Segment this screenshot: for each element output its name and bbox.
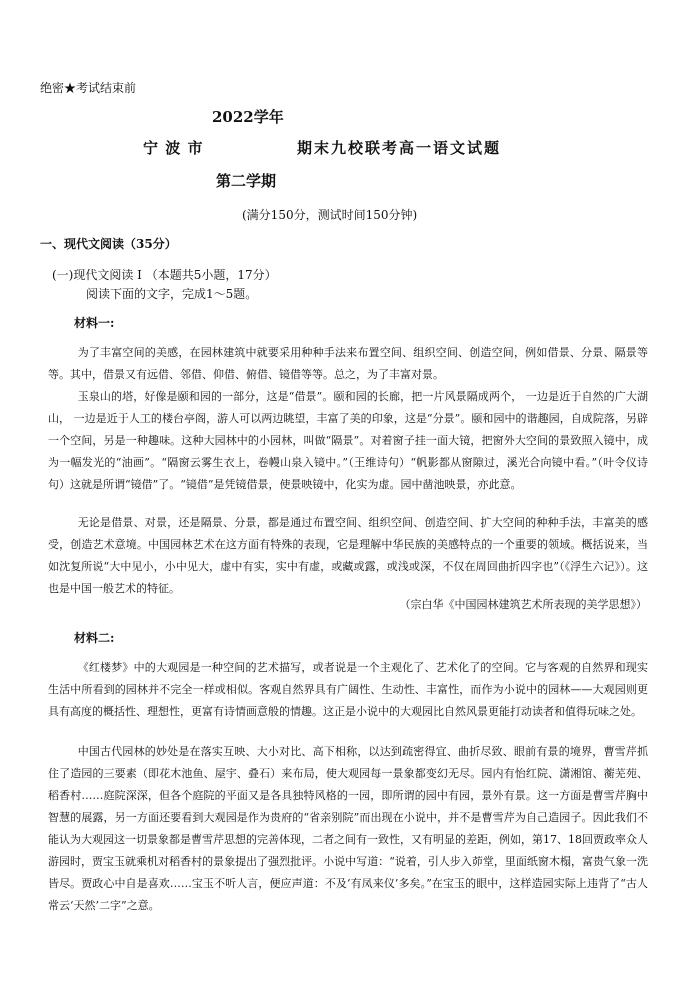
material-1-label: 材料一: [74, 316, 115, 330]
material-1-paragraph-1: 为了丰富空间的美感，在园林建筑中就要采用种种手法来布置空间、组织空间、创造空间，例如借景、分景、隔景等等。其中，借景又有远借、邻借、仰借、俯借、镜借等等。总之，为了丰富对景。 [48, 346, 648, 381]
exam-title: 期末九校联考高一语文试题 [297, 139, 502, 157]
material-1-citation: （宗白华《中国园林建筑艺术所表现的美学思想》） [399, 598, 647, 611]
material-1-paragraph-2: 玉泉山的塔，好像是颐和园的一部分，这是“借景”。颐和园的长廊，把一片风景隔成两个， 一边是近于自然的广大湖山， 一边是近于人工的楼台亭阁，游人可以两边眺望，丰富了美的印象，这是“分景”。颐和园中的谐趣园，自成院落，另辟一个空间，另是一种趣味。这种大园林中的小园林，叫做“隔景”。对着窗子挂一面大镜，把窗外大空间的景致照入镜中，成为一幅发光的“油画”。“隔窗云雾生衣上，卷幔山泉入镜中。”（王维诗句）“帆影都从窗隙过，溪光合向镜中看。”（叶令仪诗句）这就是所谓“镜借”了。“镜借”是凭镜借景，使景映镜中，化实为虚。园中凿池映景，亦此意。 [48, 390, 648, 491]
exam-city: 宁 波 市 [143, 139, 204, 157]
exam-meta: (满分150分，测试时间150分钟) [242, 208, 418, 222]
material-2-paragraph-2: 中国古代园林的妙处是在落实互映、大小对比、高下相称，以达到疏密得宜、曲折尽致、眼前有景的境界，曹雪芹抓住了造园的三要素（即花木池鱼、屋宇、叠石）来布局，使大观园每一景象都变幻无尽。园内有怡红院、潇湘馆、蘅芜苑、稻香村……庭院深深，但各个庭院的平面又是各具独特风格的一园，即所谓的园中有园，景外有景。这一方面是曹雪芹胸中智慧的展露，另一方面还要看到大观园是作为贵府的“省亲别院”而出现在小说中，并不是曹雪芹为自己造园子。因此我们不能认为大观园这一切景象都是曹雪芹思想的完善体现，二者之间有一致性，又有明显的差距，例如，第17、18回贾政率众人游园时，贾宝玉就乘机对稻香村的景象提出了强烈批评。小说中写道：“说着，引人步入茆堂，里面纸窗木榻，富贵气象一洗皆尽。贾政心中自是喜欢……宝玉不听人言，便应声道：不及‘有凤来仪’多矣。”在宝玉的眼中，这样造园实际上违背了“古人常云‘天然’二字”之意。 [48, 745, 648, 912]
exam-year: 2022学年 [212, 108, 284, 126]
material-1-paragraph-3: 无论是借景、对景，还是隔景、分景，都是通过布置空间、组织空间、创造空间、扩大空间的种种手法，丰富美的感受，创造艺术意境。中国园林艺术在这方面有特殊的表现，它是理解中华民族的美感特点的一个重要的领域。概括说来，当如沈复所说“大中见小，小中见大，虚中有实，实中有虚，或藏或露，或浅或深，不仅在周回曲折四字也”（《浮生六记》）。这也是中国一般艺术的特征。 [48, 516, 648, 595]
subsection-title: (一)现代文阅读 I （本题共5小题，17分） [52, 268, 277, 282]
material-2-paragraph-1: 《红楼梦》中的大观园是一种空间的艺术描写，或者说是一个主观化了、艺术化了的空间。它与客观的自然界和现实生活中所看到的园林并不完全一样或相似。客观自然界具有广阔性、生动性、丰富性，而作为小说中的园林——大观园则更具有高度的概括性、理想性，更富有诗情画意般的情趣。这正是小说中的大观园比自然风景更能打动读者和值得玩味之处。 [48, 661, 648, 718]
material-2-label: 材料二: [74, 631, 115, 645]
confidential-mark: 绝密★考试结束前 [40, 81, 137, 95]
exam-semester: 第二学期 [216, 172, 277, 190]
instruction: 阅读下面的文字，完成1～5题。 [86, 287, 258, 301]
section-title: 一、现代文阅读（35分） [40, 237, 177, 251]
